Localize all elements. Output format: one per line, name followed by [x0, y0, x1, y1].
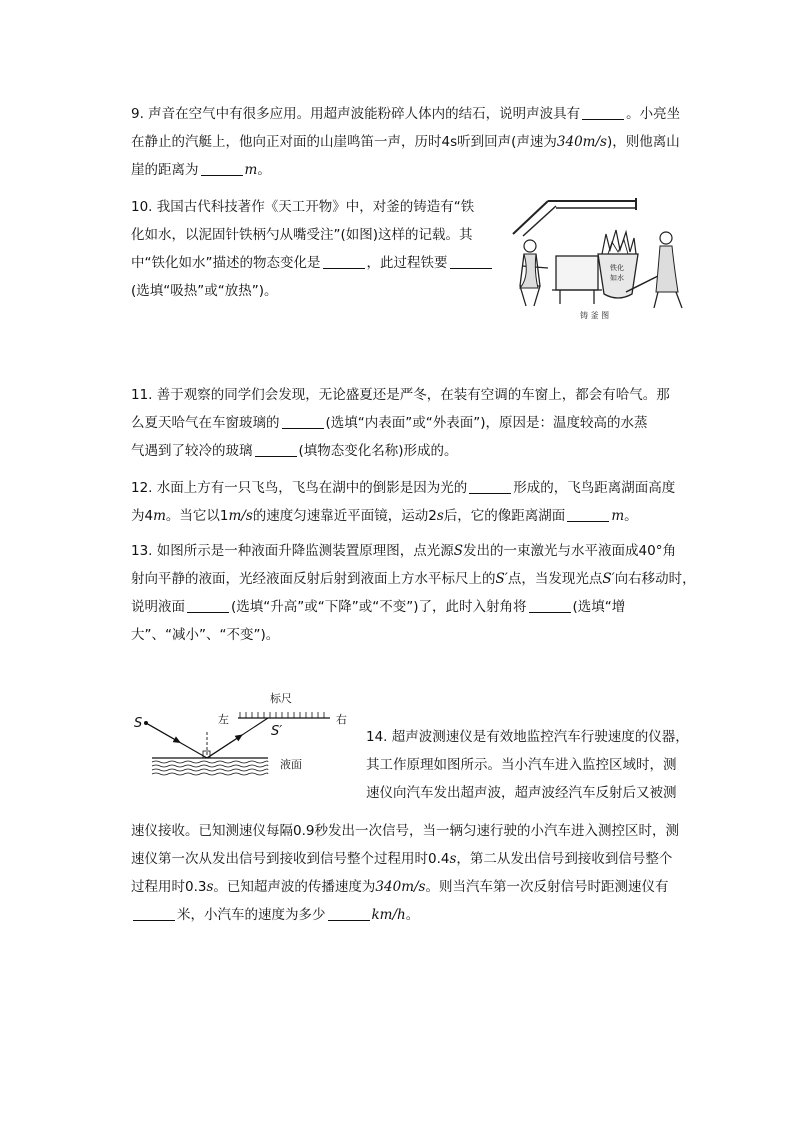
question-14: 14. 超声波测速仪是有效地监控汽车行驶速度的仪器， 其工作原理如图所示。当小汽车进入监控区域时，测 速仪向汽车发出超声波，超声波经汽车反射后又被测	[366, 729, 689, 801]
figure-label: 铁化	[610, 264, 624, 272]
liquid-label: 液面	[280, 758, 302, 771]
figure-caption: 铸 釜 图	[580, 311, 610, 320]
scale-label: 标尺	[270, 692, 292, 705]
answer-blank[interactable]	[201, 161, 243, 176]
answer-blank[interactable]	[282, 414, 324, 429]
q14-line-6: 过程用时0.3s。已知超声波的传播速度为340m/s。则当汽车第一次反射信号时距测速仪有	[131, 879, 669, 895]
answer-blank[interactable]	[133, 906, 175, 921]
answer-blank[interactable]	[582, 105, 624, 120]
answer-blank[interactable]	[323, 254, 365, 269]
answer-blank[interactable]	[469, 479, 511, 494]
q9-line-2: 在静止的汽艇上，他向正对面的山崖鸣笛一声，历时4s听到回声(声速为340m/s)，则他离山	[131, 134, 680, 150]
q14-line-7: 米，小汽车的速度为多少 km/h。	[131, 901, 697, 929]
answer-blank[interactable]	[450, 254, 492, 269]
casting-cauldron-illustration	[508, 196, 698, 324]
question-14-continued: 速仪接收。已知测速仪每隔0.9秒发出一次信号，当一辆匀速行驶的小汽车进入测控区时，测 速仪第一次从发出信号到接收到信号整个过程用时0.4s，第二从发出信号到接收到信号整个 过程用时0.3s。已知超声波的传播速度为340m/s。则当汽车第一次反射信号时距测速仪有 米，小汽车的速度为多少 km/h。	[131, 817, 697, 929]
question-12	[131, 474, 697, 530]
q13-line-2: 射向平静的液面，光经液面反射后射到液面上方水平标尺上的S′点，当发现光点S′向右移动时，	[131, 571, 696, 587]
right-label: 右	[336, 713, 347, 726]
q12-line-1: 12. 水面上方有一只飞鸟，飞鸟在湖中的倒影是因为光的 形成的，飞鸟距离湖面高度	[131, 480, 676, 496]
q10-line-3: 中“铁化如水”描述的物态变化是 ，此过程铁要	[131, 249, 501, 277]
answer-blank[interactable]	[529, 598, 571, 613]
source-s-label: S	[134, 716, 143, 731]
question-11: 11. 善于观察的同学们会发现，无论盛夏还是严冬，在装有空调的车窗上，都会有哈气。那 么夏天哈气在车窗玻璃的 (选填“内表面”或“外表面”)，原因是：温度较高的水蒸 气遇到了较冷的玻璃 (填物态变化名称)形成的。	[131, 381, 697, 465]
figure-label: 如水	[610, 274, 624, 282]
q11-line-2: 么夏天哈气在车窗玻璃的 (选填“内表面”或“外表面”)，原因是：温度较高的水蒸	[131, 415, 648, 431]
answer-blank[interactable]	[567, 507, 609, 522]
q12-line-2: 为4m。当它以1m/s的速度匀速靠近平面镜，运动2s后，它的像距离湖面 m。	[131, 508, 638, 524]
q13-line-3: 说明液面 (选填“升高”或“下降”或“不变”)了，此时入射角将 (选填“增	[131, 599, 626, 615]
question-10: 10. 我国古代科技著作《天工开物》中，对釜的铸造有“铁 化如水，以泥固针铁柄勺从嘴受注”(如图)这样的记载。其 中“铁化如水”描述的物态变化是 ，此过程铁要 (选填“吸热”或“放热”)。	[131, 193, 501, 305]
left-label: 左	[218, 713, 229, 726]
q11-line-3: 气遇到了较冷的玻璃 (填物态变化名称)形成的。	[131, 443, 458, 459]
q9-line-1: 9. 声音在空气中有很多应用。用超声波能粉碎人体内的结石，说明声波具有 。小亮坐	[131, 106, 681, 122]
q14-line-5: 速仪第一次从发出信号到接收到信号整个过程用时0.4s，第二从发出信号到接收到信号整个	[131, 851, 673, 867]
question-13: 13. 如图所示是一种液面升降监测装置原理图，点光源S发出的一束激光与水平液面成40°角 射向平静的液面，光经液面反射后射到液面上方水平标尺上的S′点，当发现光点S′向右移动时， 说明液面 (选填“升高”或“下降”或“不变”)了，此时入射角将 (选填“增 大”、“减小”、“不变”)。	[131, 537, 697, 649]
liquid-level-diagram	[130, 690, 358, 782]
question-9	[131, 100, 697, 184]
q9-line-3: 崖的距离为 m。	[131, 162, 271, 178]
answer-blank[interactable]	[328, 906, 370, 921]
point-s-prime-label: S′	[271, 724, 283, 739]
answer-blank[interactable]	[255, 442, 297, 457]
q13-line-1: 13. 如图所示是一种液面升降监测装置原理图，点光源S发出的一束激光与水平液面成40°角	[131, 543, 676, 559]
answer-blank[interactable]	[187, 598, 229, 613]
